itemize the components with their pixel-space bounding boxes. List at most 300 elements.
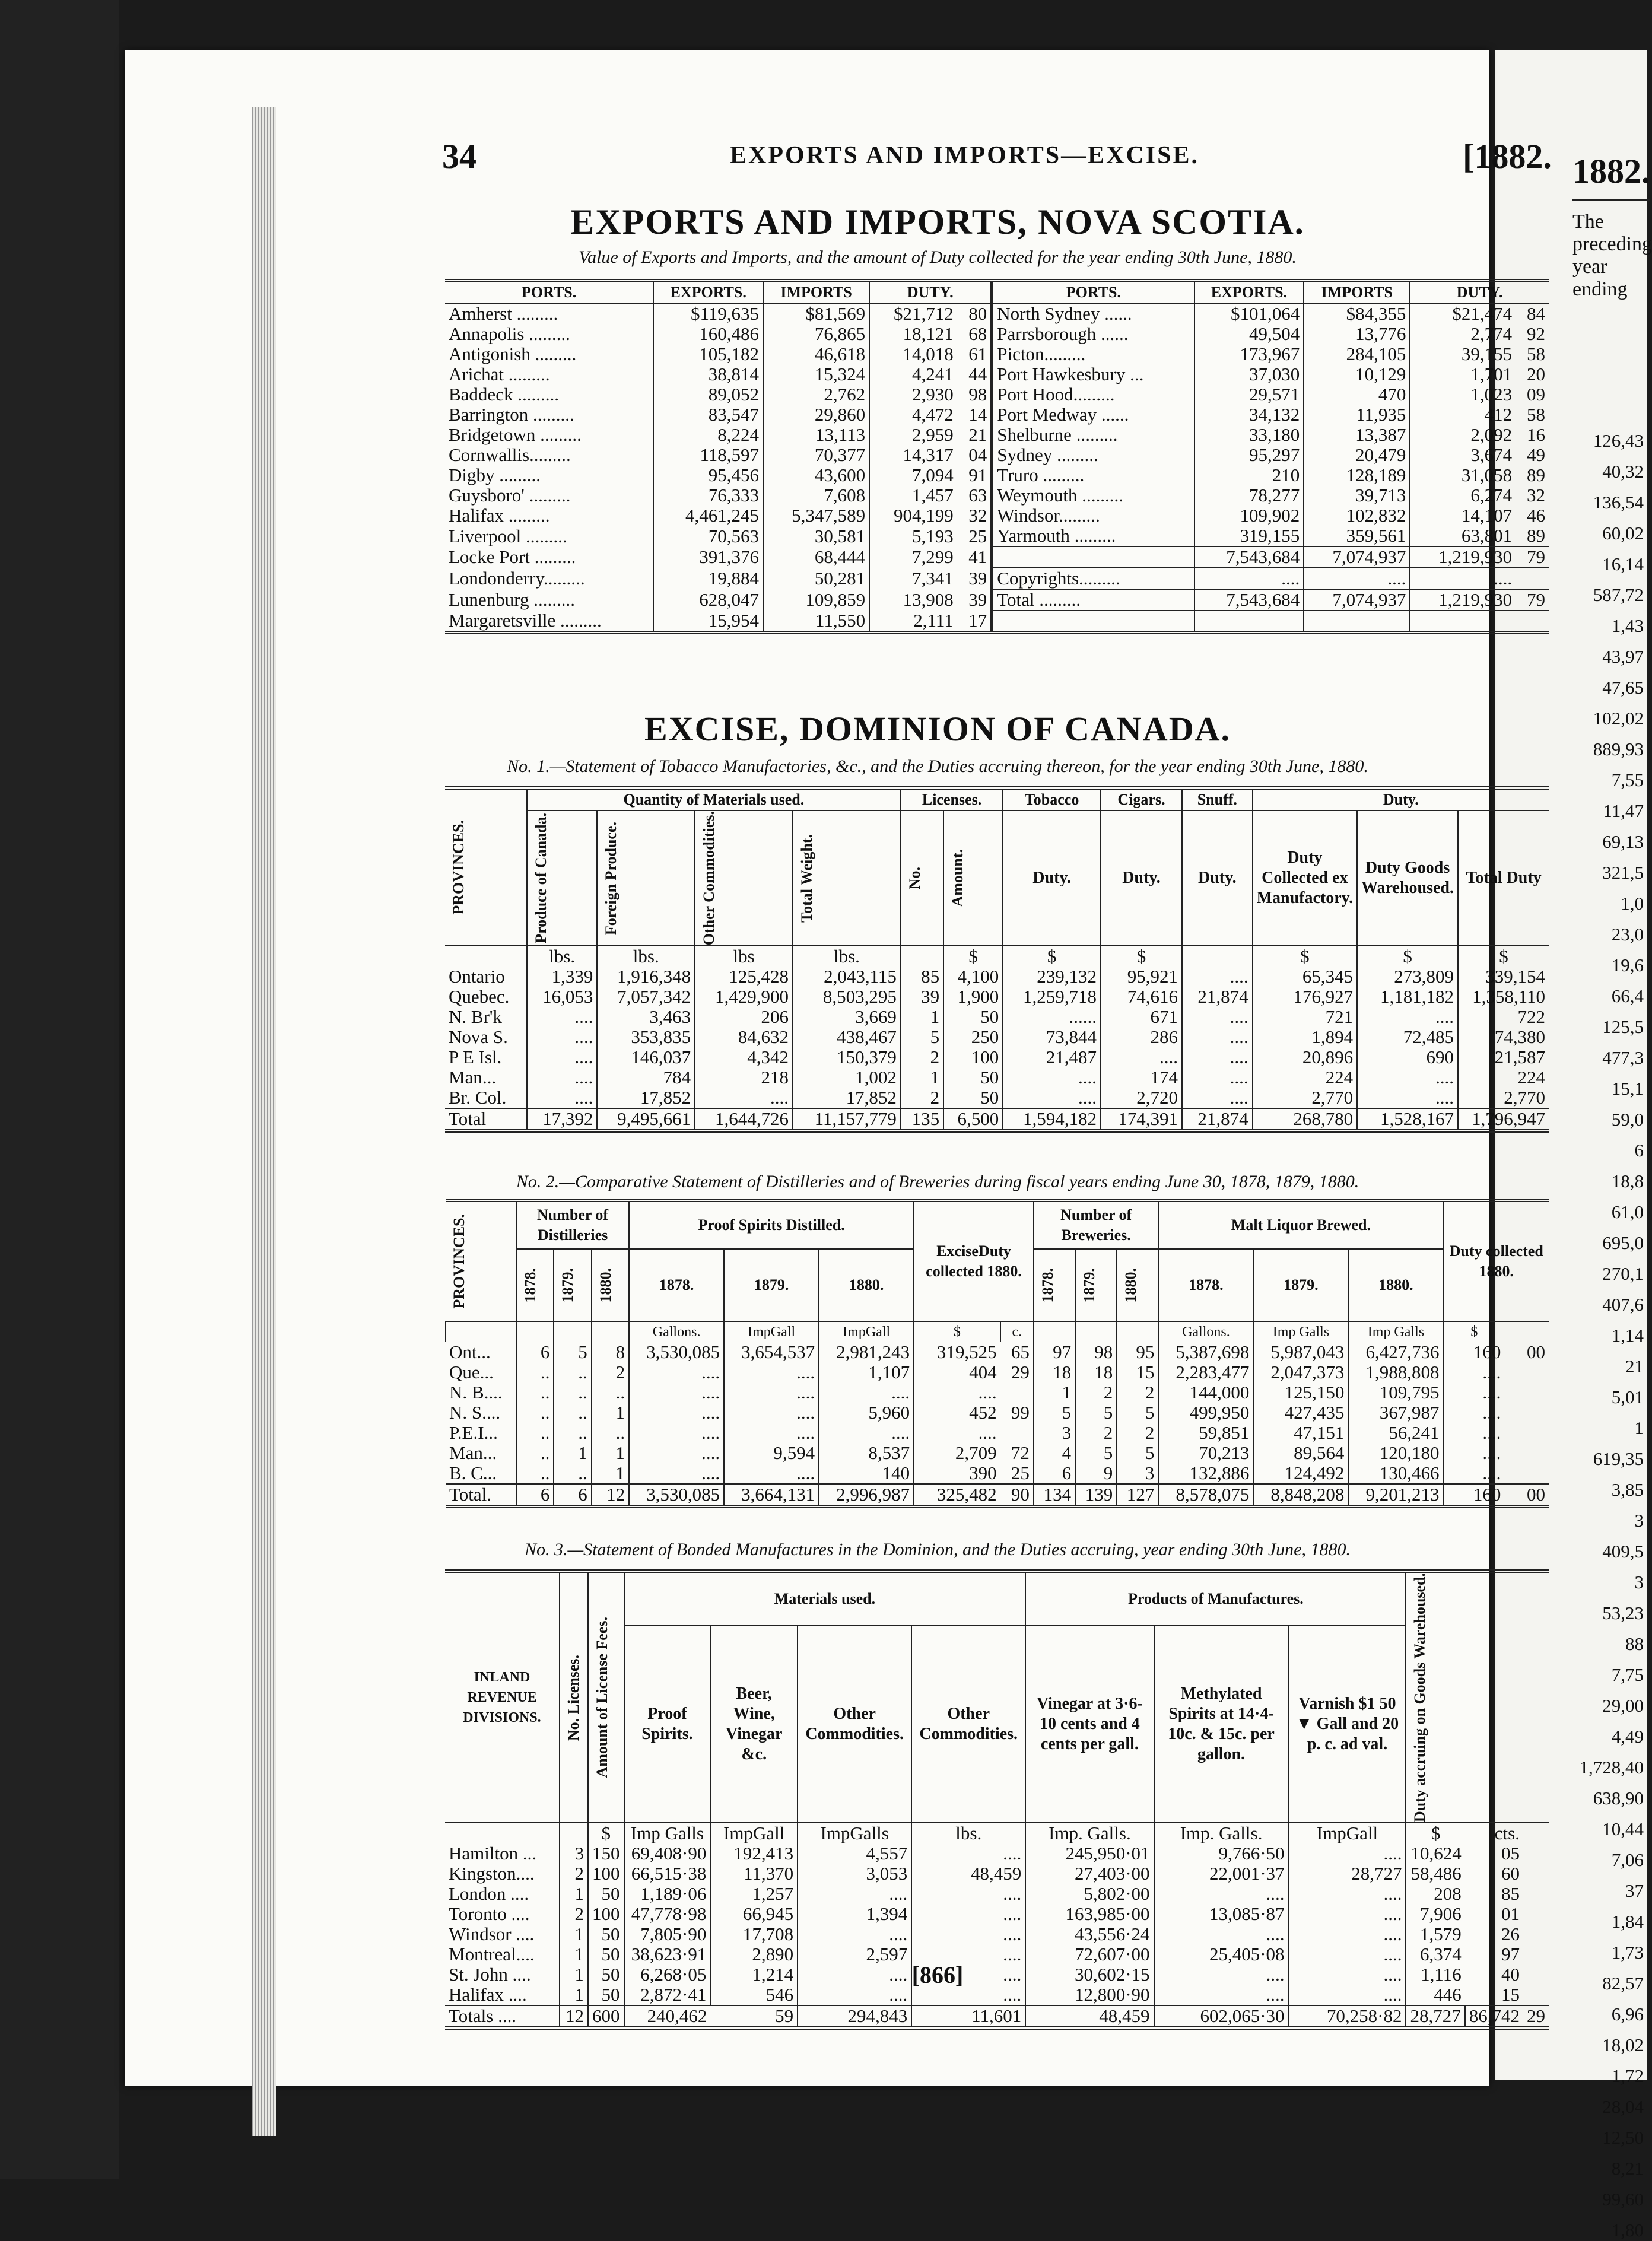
ns-cell: 5,193 bbox=[869, 526, 957, 546]
t2-cell bbox=[1000, 1423, 1034, 1443]
t2-cell: 109,795 bbox=[1348, 1382, 1443, 1403]
t1-cell: 224 bbox=[1253, 1067, 1358, 1088]
t2-cell: Man... bbox=[449, 1442, 497, 1463]
t2-total-cell: 139 bbox=[1075, 1484, 1117, 1506]
ns-cell: 7,094 bbox=[869, 465, 957, 485]
ns-cell: 70,377 bbox=[763, 445, 869, 465]
facing-page-number: 409,5 bbox=[1602, 1541, 1644, 1562]
scan-background bbox=[0, 0, 119, 2179]
facing-page-number: 23,0 bbox=[1611, 924, 1644, 945]
ns-cell: Baddeck ......... bbox=[449, 384, 559, 405]
t2-unit: Gallons. bbox=[629, 1321, 724, 1342]
t2-cell: 5,387,698 bbox=[1158, 1342, 1253, 1362]
t3-cell: 85 bbox=[1501, 1883, 1520, 1905]
t2-row bbox=[446, 1443, 1549, 1463]
facing-page-number: 8,21 bbox=[1611, 2158, 1644, 2179]
t3-cell: London .... bbox=[449, 1883, 529, 1905]
ns-cell: 14,018 bbox=[869, 344, 957, 364]
facing-page-number: 638,90 bbox=[1593, 1788, 1644, 1808]
ns-cell: Port Hawkesbury ... bbox=[992, 364, 1194, 384]
t3-units-row bbox=[445, 1823, 1549, 1843]
t1-cell: 438,467 bbox=[793, 1027, 901, 1047]
t2-cell: .. bbox=[592, 1423, 629, 1443]
t2-row bbox=[446, 1423, 1549, 1443]
facing-page-number: 270,1 bbox=[1602, 1263, 1644, 1284]
ns-h-duty-l: DUTY. bbox=[869, 281, 992, 303]
t3-unit: $ bbox=[588, 1823, 624, 1843]
t1-cell: 16,053 bbox=[527, 987, 598, 1007]
t1-cell: Ontario bbox=[449, 966, 505, 987]
facing-page-number: 43,97 bbox=[1602, 646, 1644, 667]
t1-cell: 4,100 bbox=[943, 967, 1003, 987]
t2-cell: .... bbox=[1443, 1463, 1504, 1484]
ns-cell: 76,865 bbox=[763, 324, 869, 344]
facing-page-number: 60,02 bbox=[1602, 523, 1644, 543]
t2-cell: .. bbox=[554, 1463, 591, 1484]
t3-cell: .... bbox=[1154, 1924, 1289, 1944]
t3-cell: 15 bbox=[1501, 1984, 1520, 2005]
ns-cell: $81,569 bbox=[763, 303, 869, 324]
t1-cell: 7,057,342 bbox=[597, 987, 695, 1007]
ns-cell: 17 bbox=[968, 610, 987, 631]
t3-cell: 01 bbox=[1501, 1903, 1520, 1925]
t3-h-duty: Duty accruing on Goods Warehoused. bbox=[1406, 1571, 1523, 1823]
facing-page-number: 102,02 bbox=[1593, 708, 1644, 729]
t3-unit: cts. bbox=[1494, 1823, 1520, 1844]
ns-cell: 904,199 bbox=[869, 506, 957, 526]
t2-cell: .... bbox=[724, 1463, 819, 1484]
t3-total-cell: Totals .... bbox=[445, 2005, 560, 2028]
t2-cell: 132,886 bbox=[1158, 1463, 1253, 1484]
t2-cell: 144,000 bbox=[1158, 1382, 1253, 1403]
t1-cell: 1,259,718 bbox=[1003, 987, 1101, 1007]
ns-cell bbox=[1516, 611, 1549, 632]
t2-cell: P.E.I... bbox=[449, 1422, 498, 1443]
t3-cell: .... bbox=[911, 1884, 1025, 1904]
t2-cell: 124,492 bbox=[1253, 1463, 1348, 1484]
ns-cell: 41 bbox=[968, 546, 987, 567]
ns-cell: 4,241 bbox=[869, 364, 957, 384]
t2-cell: 15 bbox=[1117, 1362, 1158, 1382]
t2-cell: 1 bbox=[1034, 1382, 1075, 1403]
ns-cell: Shelburne ......... bbox=[992, 425, 1194, 445]
t2-cell: .... bbox=[1443, 1382, 1504, 1403]
t2-total-cell: 127 bbox=[1117, 1484, 1158, 1506]
t2-cell: 2 bbox=[592, 1362, 629, 1382]
t2-cell: .... bbox=[1443, 1423, 1504, 1443]
t1-unit: lbs. bbox=[793, 946, 901, 967]
facing-page-number: 12,50 bbox=[1602, 2127, 1644, 2148]
t2-cell: 120,180 bbox=[1348, 1443, 1443, 1463]
t2-total-cell: 9,201,213 bbox=[1348, 1484, 1443, 1506]
t1-col-head: Duty Collected ex Manufactory. bbox=[1253, 810, 1358, 946]
t3-cell: .... bbox=[1289, 1944, 1406, 1965]
running-title: EXPORTS AND IMPORTS—EXCISE. bbox=[730, 142, 1200, 169]
t1-col-head: No. bbox=[901, 810, 943, 946]
ns-cell: 2,762 bbox=[763, 384, 869, 405]
t2-cell: 29 bbox=[1011, 1362, 1030, 1382]
t2-col-head: 1878. bbox=[1034, 1249, 1075, 1321]
t3-cell: 5,802·00 bbox=[1025, 1884, 1154, 1904]
t3-cell: 26 bbox=[1501, 1924, 1520, 1945]
t2-cell: 47,151 bbox=[1253, 1423, 1348, 1443]
t3-cell: 1,116 bbox=[1406, 1965, 1464, 1985]
facing-page-number: 5,01 bbox=[1611, 1387, 1644, 1407]
t3-cell: 50 bbox=[588, 1965, 624, 1985]
ns-cell: 1,219,930 bbox=[1410, 546, 1516, 568]
ns-cell: 1,023 bbox=[1410, 384, 1516, 405]
t2-cell: 70,213 bbox=[1158, 1443, 1253, 1463]
ns-cell: 25 bbox=[968, 525, 987, 546]
t2-cell: .... bbox=[1443, 1443, 1504, 1463]
t1-cell: 74,380 bbox=[1458, 1027, 1549, 1047]
t2-cell: 1 bbox=[592, 1403, 629, 1423]
t2-cell: 99 bbox=[1011, 1402, 1030, 1423]
ns-cell: 628,047 bbox=[653, 589, 763, 611]
ns-cell: 11,550 bbox=[763, 611, 869, 632]
ns-cell bbox=[992, 611, 1194, 632]
t1-cell: .... bbox=[1182, 967, 1253, 987]
t2-cell: 56,241 bbox=[1348, 1423, 1443, 1443]
t3-cell: .... bbox=[798, 1884, 911, 1904]
t2-unit: $ bbox=[1443, 1321, 1504, 1342]
t1-row bbox=[445, 1047, 1549, 1067]
t1-cell: 73,844 bbox=[1003, 1027, 1101, 1047]
ns-cell: 15,954 bbox=[653, 611, 763, 632]
ns-cell: 14,317 bbox=[869, 445, 957, 465]
t2-col-head: 1878. bbox=[1158, 1249, 1253, 1321]
t2-unit: c. bbox=[1000, 1321, 1034, 1342]
t1-cell: 174 bbox=[1101, 1067, 1182, 1088]
t3-unit: ImpGall bbox=[710, 1823, 798, 1843]
facing-page-number: 69,13 bbox=[1602, 831, 1644, 852]
excise-title: EXCISE, DOMINION OF CANADA. bbox=[644, 710, 1231, 748]
t1-cell: 218 bbox=[695, 1067, 793, 1088]
t1-cell: 1,339 bbox=[527, 967, 598, 987]
t1-g-materials: Quantity of Materials used. bbox=[527, 788, 901, 810]
facing-page-number: 11,47 bbox=[1603, 800, 1644, 821]
t2-cell: 1 bbox=[554, 1443, 591, 1463]
ns-row bbox=[445, 344, 1549, 364]
t2-cell: .... bbox=[629, 1403, 724, 1423]
ns-cell: Annapolis ......... bbox=[449, 323, 570, 344]
ns-cell: .... bbox=[1410, 568, 1516, 589]
facing-page-number: 619,35 bbox=[1593, 1448, 1644, 1469]
ns-h-exports-l: EXPORTS. bbox=[653, 281, 763, 303]
t3-cell: 69,408·90 bbox=[624, 1843, 711, 1864]
t2-units-row bbox=[446, 1321, 1549, 1342]
ns-cell: 79 bbox=[1516, 589, 1549, 611]
t3-cell: 60 bbox=[1501, 1863, 1520, 1884]
t3-cell: 150 bbox=[588, 1843, 624, 1864]
t1-unit: $ bbox=[1253, 946, 1358, 967]
ns-cell: Barrington ......... bbox=[449, 404, 574, 425]
t3-cell: 17,708 bbox=[710, 1924, 798, 1944]
ns-cell: 29,571 bbox=[1194, 384, 1304, 405]
t3-total-cell: 86,742 bbox=[1465, 2005, 1523, 2028]
t2-cell: 2 bbox=[1117, 1382, 1158, 1403]
ns-row bbox=[445, 546, 1549, 568]
t3-h-divisions: INLAND REVENUE DIVISIONS. bbox=[463, 1670, 541, 1726]
facing-page-number: 59,0 bbox=[1611, 1109, 1644, 1130]
ns-cell: 13,113 bbox=[763, 425, 869, 445]
facing-page-number: 321,5 bbox=[1602, 862, 1644, 883]
ns-cell: 92 bbox=[1527, 323, 1545, 344]
year-label: [1882. bbox=[1463, 137, 1552, 176]
t1-g-licenses: Licenses. bbox=[901, 788, 1003, 810]
t1-cell: 50 bbox=[943, 1088, 1003, 1108]
t1-col-head: Duty. bbox=[1182, 810, 1253, 946]
t2-g-excise: ExciseDuty collected 1880. bbox=[914, 1200, 1034, 1321]
t1-unit: lbs. bbox=[527, 946, 598, 967]
t3-unit bbox=[560, 1823, 588, 1843]
ns-cell: 89,052 bbox=[653, 384, 763, 405]
t3-cell: .... bbox=[1154, 1985, 1289, 2005]
t1-unit bbox=[1182, 946, 1253, 967]
t1-cell: 21,874 bbox=[1182, 987, 1253, 1007]
t2-cell: B. C... bbox=[449, 1463, 497, 1483]
t3-cell: 2,872·41 bbox=[624, 1985, 711, 2005]
ns-cell: 2,111 bbox=[869, 611, 957, 632]
ns-cell: Digby ......... bbox=[449, 465, 541, 485]
facing-page-number: 125,5 bbox=[1602, 1016, 1644, 1037]
ns-cell: Halifax ......... bbox=[449, 505, 550, 526]
t1-cell: 1,429,900 bbox=[695, 987, 793, 1007]
t3-col-head: Methylated Spirits at 14·4-10c. & 15c. per gallon. bbox=[1154, 1626, 1289, 1823]
t3-cell: 50 bbox=[588, 1944, 624, 1965]
t2-col-head: 1880. bbox=[1348, 1249, 1443, 1321]
t3-cell: .... bbox=[798, 1965, 911, 1985]
t2-cell bbox=[1000, 1382, 1034, 1403]
t2-total-cell: 6 bbox=[554, 1484, 591, 1506]
ns-cell: Margaretsville ......... bbox=[449, 610, 602, 631]
t3-cell: .... bbox=[911, 1924, 1025, 1944]
t1-cell: 125,428 bbox=[695, 967, 793, 987]
ns-cell: 13,387 bbox=[1304, 425, 1410, 445]
facing-page-number: 1,84 bbox=[1611, 1911, 1644, 1932]
ns-cell: Yarmouth ......... bbox=[992, 526, 1194, 546]
t3-cell: 97 bbox=[1501, 1944, 1520, 1965]
t1-total-row bbox=[445, 1108, 1549, 1131]
t2-cell: .... bbox=[629, 1382, 724, 1403]
t2-cell: 3 bbox=[1034, 1423, 1075, 1443]
ns-cell: 19,884 bbox=[653, 568, 763, 589]
t3-cell: 38,623·91 bbox=[624, 1944, 711, 1965]
t3-cell: St. John .... bbox=[449, 1964, 531, 1985]
t3-cell: 4,557 bbox=[798, 1843, 911, 1864]
t2-unit: ImpGall bbox=[724, 1321, 819, 1342]
ns-cell: Copyrights......... bbox=[992, 568, 1194, 589]
facing-page-number: 37 bbox=[1625, 1880, 1644, 1901]
t1-cell: .... bbox=[1182, 1027, 1253, 1047]
t1-cell: 85 bbox=[901, 967, 943, 987]
t2-row bbox=[446, 1362, 1549, 1382]
t2-cell: 3,530,085 bbox=[629, 1342, 724, 1362]
facing-page-number: 82,57 bbox=[1602, 1973, 1644, 1994]
t3-cell: 10,624 bbox=[1406, 1843, 1464, 1864]
t2-cell: 390 bbox=[914, 1463, 1000, 1484]
t3-cell: 9,766·50 bbox=[1154, 1843, 1289, 1864]
t3-cell: 50 bbox=[588, 1924, 624, 1944]
ns-cell: 13,776 bbox=[1304, 324, 1410, 344]
t1-total-cell: 21,874 bbox=[1182, 1108, 1253, 1131]
facing-page-number: 15,1 bbox=[1611, 1078, 1644, 1099]
t1-cell: 5 bbox=[901, 1027, 943, 1047]
t3-cell: 1,214 bbox=[710, 1965, 798, 1985]
ns-cell: Truro ......... bbox=[992, 465, 1194, 485]
t2-unit bbox=[1034, 1321, 1075, 1342]
t2-cell: .... bbox=[629, 1362, 724, 1382]
t2-cell: 65 bbox=[1011, 1342, 1030, 1362]
facing-page-text: The preceding year ending bbox=[1572, 211, 1652, 300]
ns-cell: 39,713 bbox=[1304, 485, 1410, 506]
t1-cell: 84,632 bbox=[695, 1027, 793, 1047]
facing-page-number: 477,3 bbox=[1602, 1047, 1644, 1068]
t3-g-products: Products of Manufactures. bbox=[1025, 1571, 1406, 1626]
t1-cell: .... bbox=[527, 1088, 598, 1108]
t3-cell: .... bbox=[1289, 1884, 1406, 1904]
facing-page-number: 19,6 bbox=[1611, 955, 1644, 975]
t3-cell: 50 bbox=[588, 1884, 624, 1904]
t2-cell: .... bbox=[629, 1423, 724, 1443]
t2-cell: 00 bbox=[1527, 1342, 1545, 1362]
t2-cell: .. bbox=[554, 1382, 591, 1403]
t1-col-head: Amount. bbox=[943, 810, 1003, 946]
t2-total-cell: 134 bbox=[1034, 1484, 1075, 1506]
t1-cell: .... bbox=[695, 1088, 793, 1108]
t3-col-head: Vinegar at 3·6-10 cents and 4 cents per gall. bbox=[1025, 1626, 1154, 1823]
ns-cell: 46 bbox=[1527, 505, 1545, 526]
ns-cell: 7,074,937 bbox=[1304, 546, 1410, 568]
t3-unit: lbs. bbox=[911, 1823, 1025, 1843]
ns-cell: 7,074,937 bbox=[1304, 589, 1410, 611]
ns-cell: North Sydney ...... bbox=[992, 303, 1194, 324]
t1-row bbox=[445, 1088, 1549, 1108]
ns-cell: Bridgetown ......... bbox=[449, 424, 582, 445]
ns-cell: 7,341 bbox=[869, 568, 957, 589]
ns-cell: 34,132 bbox=[1194, 405, 1304, 425]
ns-cell: Total ......... bbox=[992, 589, 1194, 611]
t3-cell: 11,370 bbox=[710, 1864, 798, 1884]
t2-cell: 140 bbox=[819, 1463, 914, 1484]
facing-page-number: 61,0 bbox=[1611, 1201, 1644, 1222]
t3-cell: 2,597 bbox=[798, 1944, 911, 1965]
t2-cell: 3 bbox=[1117, 1463, 1158, 1484]
facing-page-year: 1882. bbox=[1572, 152, 1650, 190]
t2-cell: 452 bbox=[914, 1403, 1000, 1423]
t2-unit: $ bbox=[914, 1321, 1000, 1342]
t2-unit: Gallons. bbox=[1158, 1321, 1253, 1342]
ns-cell: 7,299 bbox=[869, 546, 957, 568]
t1-col-head: Duty Goods Warehoused. bbox=[1357, 810, 1458, 946]
t1-cell: 8,503,295 bbox=[793, 987, 901, 1007]
ns-cell: 98 bbox=[968, 384, 987, 405]
t2-cell bbox=[1504, 1403, 1549, 1423]
t3-cell: Hamilton ... bbox=[449, 1843, 537, 1864]
t1-cell: 2 bbox=[901, 1047, 943, 1067]
t3-col-head: Beer, Wine, Vinegar &c. bbox=[710, 1626, 798, 1823]
t1-cell: .... bbox=[527, 1047, 598, 1067]
t2-col-head: 1879. bbox=[1253, 1249, 1348, 1321]
t1-cell: 2,770 bbox=[1458, 1088, 1549, 1108]
t2-cell: 8 bbox=[592, 1342, 629, 1362]
t2-total-row bbox=[446, 1484, 1549, 1506]
t1-cell: Quebec. bbox=[449, 986, 510, 1007]
t2-cell: 499,950 bbox=[1158, 1403, 1253, 1423]
t1-total-cell: 11,157,779 bbox=[793, 1108, 901, 1131]
t2-total-cell: 2,996,987 bbox=[819, 1484, 914, 1506]
t2-cell: 6 bbox=[1034, 1463, 1075, 1484]
t1-cell: 21,487 bbox=[1003, 1047, 1101, 1067]
t3-row bbox=[445, 1924, 1549, 1944]
t2-col-head: 1878. bbox=[629, 1249, 724, 1321]
ns-cell: Port Hood......... bbox=[992, 384, 1194, 405]
t2-total-cell: 6 bbox=[516, 1484, 554, 1506]
ns-cell: $21,712 bbox=[869, 303, 957, 324]
t2-cell: 2 bbox=[1075, 1423, 1117, 1443]
t2-unit: Imp Galls bbox=[1348, 1321, 1443, 1342]
t3-cell: Toronto .... bbox=[449, 1903, 530, 1925]
ns-cell: 04 bbox=[968, 444, 987, 465]
t1-cell: 1,181,182 bbox=[1357, 987, 1458, 1007]
t2-cell: .... bbox=[914, 1423, 1000, 1443]
facing-page-number: 407,6 bbox=[1602, 1294, 1644, 1315]
ns-cell: 5,347,589 bbox=[763, 506, 869, 526]
t1-cell: 50 bbox=[943, 1007, 1003, 1027]
t3-cell: 1,257 bbox=[710, 1884, 798, 1904]
t3-total-cell: 28,727 bbox=[1406, 2005, 1464, 2028]
t3-total-cell: 59 bbox=[710, 2005, 798, 2028]
ns-cell: Sydney ......... bbox=[992, 445, 1194, 465]
t1-cell: 4,342 bbox=[695, 1047, 793, 1067]
t2-cell: .... bbox=[914, 1382, 1000, 1403]
t2-cell: .... bbox=[819, 1382, 914, 1403]
ns-cell: 32 bbox=[968, 505, 987, 526]
t3-total-cell: 29 bbox=[1523, 2005, 1549, 2028]
t2-cell: 5 bbox=[1075, 1403, 1117, 1423]
ns-h-exports-r: EXPORTS. bbox=[1194, 281, 1304, 303]
t3-cell: .... bbox=[911, 1985, 1025, 2005]
t3-cell: 25,405·08 bbox=[1154, 1944, 1289, 1965]
ns-cell: 89 bbox=[1527, 465, 1545, 485]
t2-cell: 427,435 bbox=[1253, 1403, 1348, 1423]
t3-cell: .... bbox=[1154, 1965, 1289, 1985]
ns-cell: 210 bbox=[1194, 465, 1304, 485]
t2-total-cell: Total. bbox=[446, 1484, 516, 1506]
ns-cell bbox=[1410, 611, 1516, 632]
t1-cell: .... bbox=[1357, 1067, 1458, 1088]
t1-total-cell: 9,495,661 bbox=[597, 1108, 695, 1131]
t1-cell: 95,921 bbox=[1101, 967, 1182, 987]
t2-total-cell: 3,530,085 bbox=[629, 1484, 724, 1506]
ns-cell: Amherst ......... bbox=[449, 303, 558, 324]
ns-row bbox=[445, 611, 1549, 632]
t3-unit bbox=[445, 1823, 560, 1843]
t3-col-head: Other Commodities. bbox=[911, 1626, 1025, 1823]
t2-cell: 5,960 bbox=[819, 1403, 914, 1423]
facing-page-number: 7,75 bbox=[1611, 1664, 1644, 1685]
t2-cell: 1,988,808 bbox=[1348, 1362, 1443, 1382]
ns-cell: 1,701 bbox=[1410, 364, 1516, 384]
ns-cell: 39 bbox=[968, 568, 987, 589]
t3-total-cell: 602,065·30 bbox=[1154, 2005, 1289, 2028]
t2-cell: 5 bbox=[1034, 1403, 1075, 1423]
facing-page-number: 88 bbox=[1625, 1633, 1644, 1654]
t2-g-malt: Malt Liquor Brewed. bbox=[1158, 1200, 1443, 1249]
t2-cell: 89,564 bbox=[1253, 1443, 1348, 1463]
t1-cell: 146,037 bbox=[597, 1047, 695, 1067]
t2-cell: 6 bbox=[516, 1342, 554, 1362]
